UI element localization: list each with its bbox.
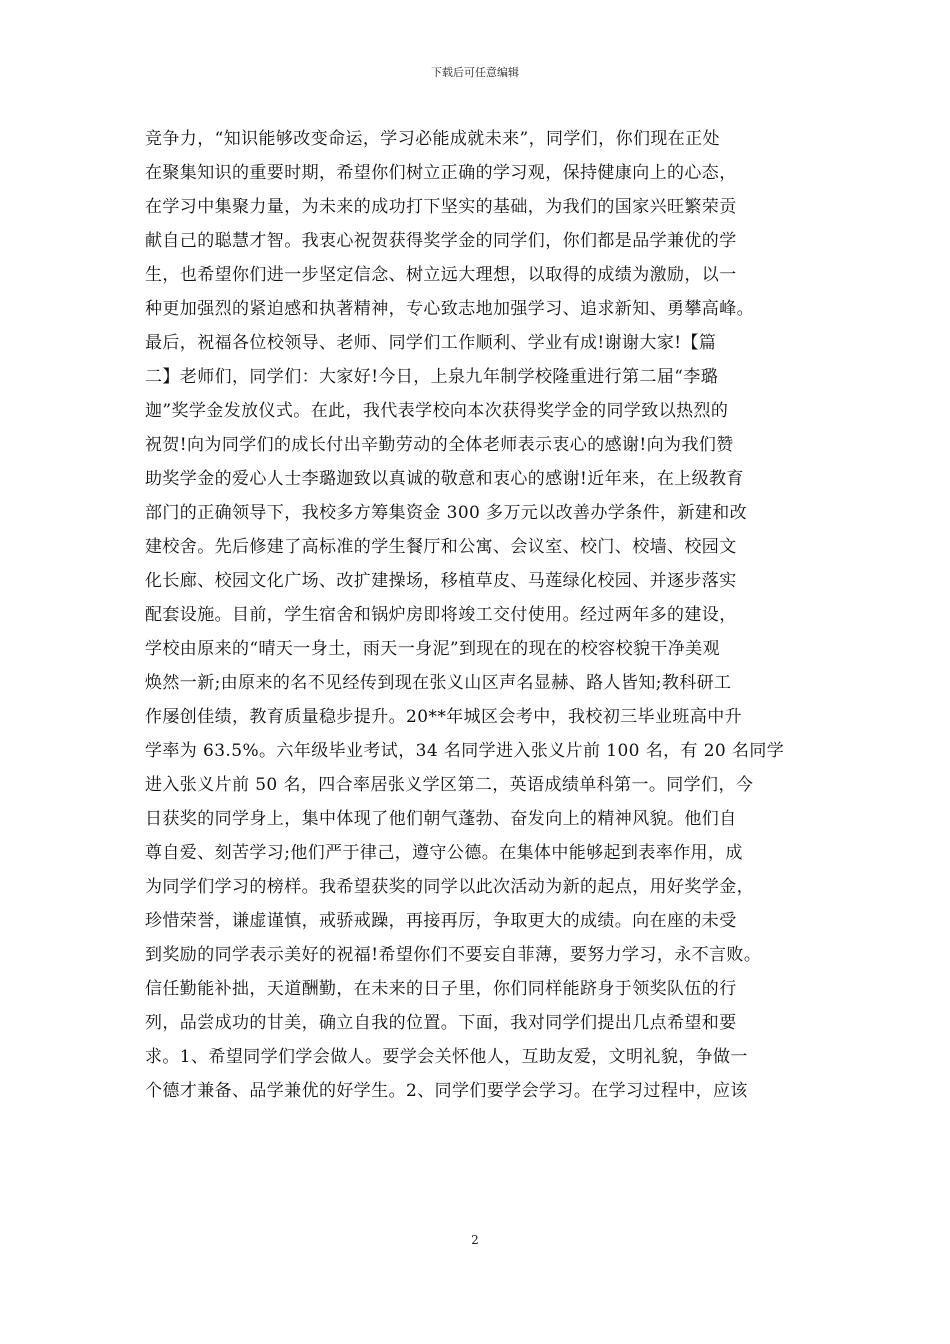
text-line: 建校舍。先后修建了高标准的学生餐厅和公寓、会议室、校门、校墙、校园文 [145,537,737,557]
text-line: 尊自爱、刻苦学习;他们严于律己，遵守公德。在集体中能够起到表率作用，成 [145,843,743,863]
text-line: 在聚集知识的重要时期，希望你们树立正确的学习观，保持健康向上的心态， [145,163,737,183]
text-line: 到奖励的同学表示美好的祝福!希望你们不要妄自菲薄，要努力学习，永不言败。 [145,945,762,965]
text-line: 配套设施。目前，学生宿舍和锅炉房即将竣工交付使用。经过两年多的建设， [145,605,737,625]
text-line: 作屡创佳绩，教育质量稳步提升。20**年城区会考中，我校初三毕业班高中升 [145,707,743,727]
text-line: 学校由原来的“晴天一身土，雨天一身泥”到现在的现在的校容校貌干净美观 [145,639,720,659]
text-line: 最后，祝福各位校领导、老师、同学们工作顺利、学业有成!谢谢大家!【篇 [145,333,717,353]
text-line: 信任勤能补拙，天道酬勤，在未来的日子里，你们同样能跻身于领奖队伍的行 [145,979,737,999]
text-line: 为同学们学习的榜样。我希望获奖的同学以此次活动为新的起点，用好奖学金， [145,877,754,897]
text-line: 在学习中集聚力量，为未来的成功打下坚实的基础，为我们的国家兴旺繁荣贡 [145,197,737,217]
text-line: 迦”奖学金发放仪式。在此，我代表学校向本次获得奖学金的同学致以热烈的 [145,401,729,421]
text-line: 二】老师们，同学们：大家好!今日，上泉九年制学校隆重进行第二届“李璐 [145,367,719,387]
document-body [145,122,815,1108]
text-line: 学率为 63.5%。六年级毕业考试，34 名同学进入张义片前 100 名，有 20 名同学 [145,741,785,761]
text-line: 求。1、希望同学们学会做人。要学会关怀他人，互助友爱，文明礼貌，争做一 [145,1047,748,1067]
text-line: 进入张义片前 50 名，四合率居张义学区第二，英语成绩单科第一。同学们，今 [145,775,754,795]
text-line: 化长廊、校园文化广场、改扩建操场，移植草皮、马莲绿化校园、并逐步落实 [145,571,737,591]
page-number: 2 [471,1233,479,1247]
text-line: 个德才兼备、品学兼优的好学生。2、同学们要学会学习。在学习过程中，应该 [145,1081,748,1101]
text-line: 部门的正确领导下，我校多方筹集资金 300 多万元以改善办学条件，新建和改 [145,503,748,523]
text-line: 生，也希望你们进一步坚定信念、树立远大理想，以取得的成绩为激励，以一 [145,265,737,285]
text-line: 竞争力，“知识能够改变命运，学习必能成就未来”，同学们，你们现在正处 [145,129,720,149]
text-line: 焕然一新;由原来的名不见经传到现在张义山区声名显赫、路人皆知;教科研工 [145,673,732,693]
text-line: 珍惜荣誉，谦虚谨慎，戒骄戒躁，再接再厉，争取更大的成绩。向在座的未受 [145,911,737,931]
text-line: 助奖学金的爱心人士李璐迦致以真诚的敬意和衷心的感谢!近年来，在上级教育 [145,469,744,489]
text-line: 列，品尝成功的甘美，确立自我的位置。下面，我对同学们提出几点希望和要 [145,1013,737,1033]
text-line: 祝贺!向为同学们的成长付出辛勤劳动的全体老师表示衷心的感谢!向为我们赞 [145,435,734,455]
page-header: 下载后可任意编辑 [431,66,519,79]
text-line: 种更加强烈的紧迫感和执著精神，专心致志地加强学习、追求新知、勇攀高峰。 [145,299,754,319]
text-line: 献自己的聪慧才智。我衷心祝贺获得奖学金的同学们，你们都是品学兼优的学 [145,231,737,251]
text-line: 日获奖的同学身上，集中体现了他们朝气蓬勃、奋发向上的精神风貌。他们自 [145,809,737,829]
